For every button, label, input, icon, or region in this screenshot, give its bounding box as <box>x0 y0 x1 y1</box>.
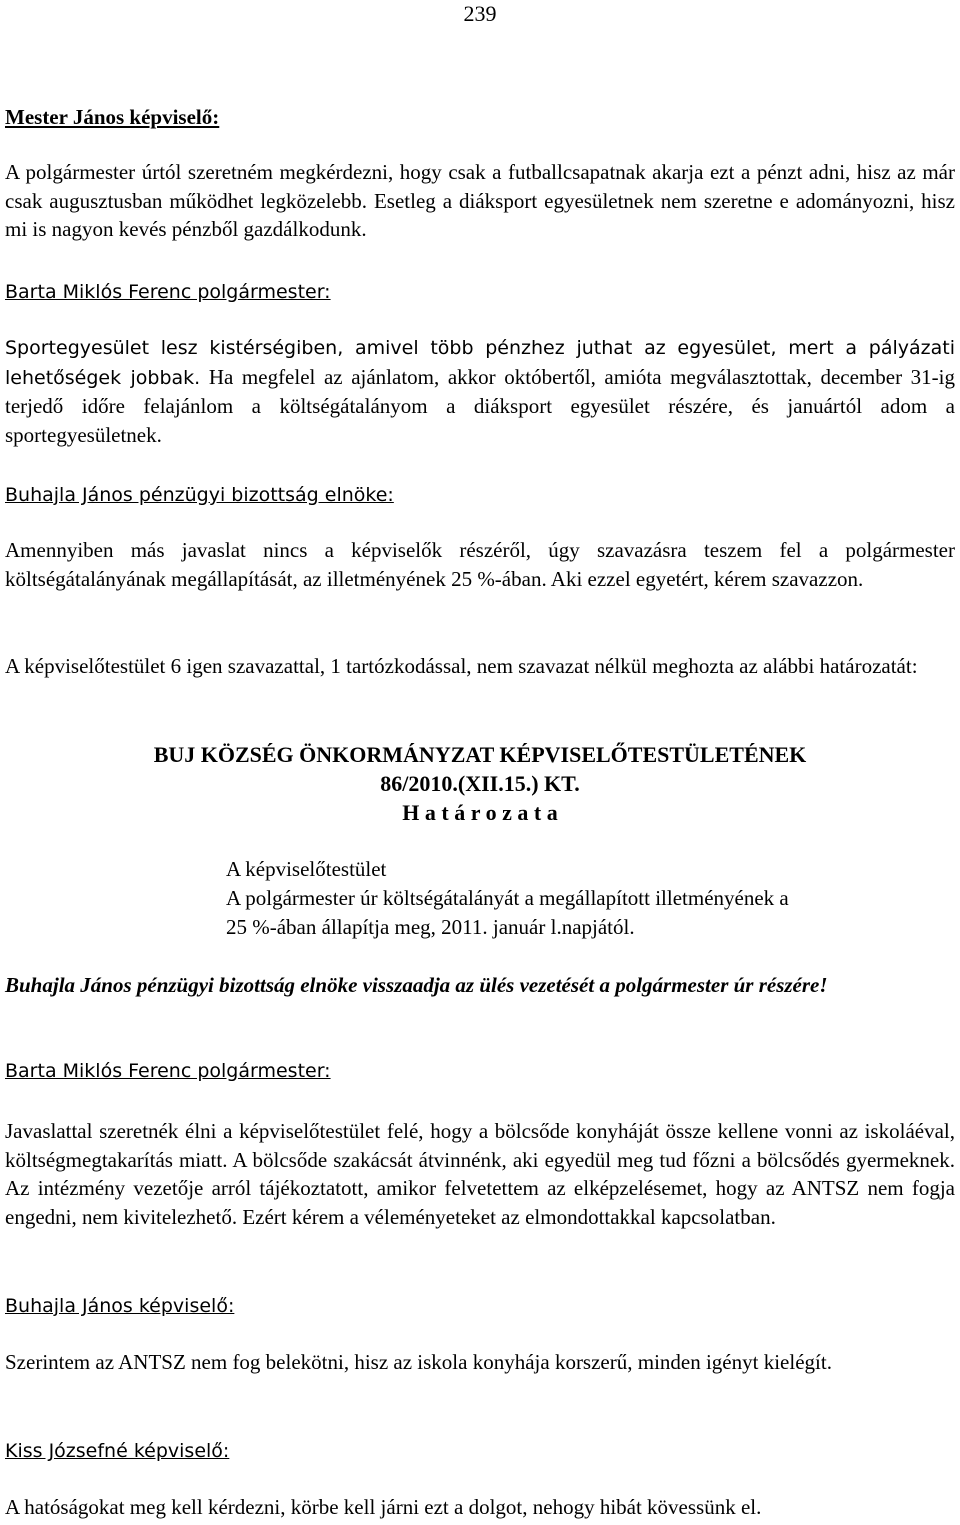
resolution-number: 86/2010.(XII.15.) KT. <box>380 771 580 796</box>
speaker-heading-barta-2: Barta Miklós Ferenc polgármester: <box>5 1060 331 1082</box>
paragraph-mester: A polgármester úrtól szeretném megkérdezni, hogy csak a futballcsapatnak akarja ezt a pénzt adni, hisz az már csak augusztusban működhet legközelebb. Esetleg a diáksport egyesületnek nem szeretne e adományozni, hisz mi is nagyon kevés pénzből gazdálkodunk. <box>5 160 955 241</box>
speaker-heading-kiss: Kiss Józsefné képviselő: <box>5 1440 230 1462</box>
speaker-heading-barta-1: Barta Miklós Ferenc polgármester: <box>5 281 331 303</box>
resolution-title: BUJ KÖZSÉG ÖNKORMÁNYZAT KÉPVISELŐTESTÜLETÉNEK <box>153 742 807 767</box>
speaker-heading-mester: Mester János képviselő: <box>5 105 220 129</box>
speaker-heading-buhajla-1: Buhajla János pénzügyi bizottság elnöke: <box>5 484 394 506</box>
resolution-line-3: 25 %-ában állapítja meg, 2011. január l.napjától. <box>226 915 635 939</box>
paragraph-barta-1-sans: Sportegyesület lesz kistérségiben, amivel több pénzhez juthat az egyesület, mert a pályázati lehetőségek jobbak. <box>5 337 955 389</box>
speaker-heading-buhajla-2: Buhajla János képviselő: <box>5 1295 235 1317</box>
paragraph-barta-1 <box>5 333 955 449</box>
paragraph-buhajla-2: Szerintem az ANTSZ nem fog belekötni, hisz az iskola konyhája korszerű, minden igényt kielégít. <box>5 1350 832 1374</box>
resolution-line-2: A polgármester úr költségátalányát a megállapított illetményének a <box>226 886 789 910</box>
vote-result: A képviselőtestület 6 igen szavazattal, 1 tartózkodással, nem szavazat nélkül meghozta az alábbi határozatát: <box>5 654 918 678</box>
paragraph-kiss: A hatóságokat meg kell kérdezni, körbe kell járni ezt a dolgot, nehogy hibát kövessünk el. <box>5 1495 762 1519</box>
paragraph-barta-2: Javaslattal szeretnék élni a képviselőtestület felé, hogy a bölcsőde konyháját össze kellene vonni az iskoláéval, költségmegtakarítás miatt. A bölcsőde szakácsát átvinnénk, aki egyedül meg tud főzni a bölcsődés gyermeknek. Az intézmény vezetője arról tájékoztatott, amikor felvetettem az elképzelésemet, hogy az ANTSZ nem fogja engedni, nem kivitelezhető. Ezért kérem a véleményeteket az elmondottakkal kapcsolatban. <box>5 1119 955 1229</box>
page-number: 239 <box>463 1 497 26</box>
resolution-line-1: A képviselőtestület <box>226 857 387 881</box>
paragraph-barta-1-serif: Ha megfelel az ajánlatom, akkor októbertől, amióta megválasztottak, december 31-ig terjedő időre felajánlom a költségátalányom a diáksport egyesület részére, és januártól adom a sportegyesületnek. <box>5 364 955 447</box>
resolution-label: H a t á r o z a t a <box>402 800 558 825</box>
handover-note: Buhajla János pénzügyi bizottság elnöke visszaadja az ülés vezetését a polgármester úr részére! <box>5 973 828 997</box>
paragraph-buhajla-1: Amennyiben más javaslat nincs a képviselők részéről, úgy szavazásra teszem fel a polgármester költségátalányának megállapítását, az illetményének 25 %-ában. Aki ezzel egyetért, kérem szavazzon. <box>5 538 955 591</box>
